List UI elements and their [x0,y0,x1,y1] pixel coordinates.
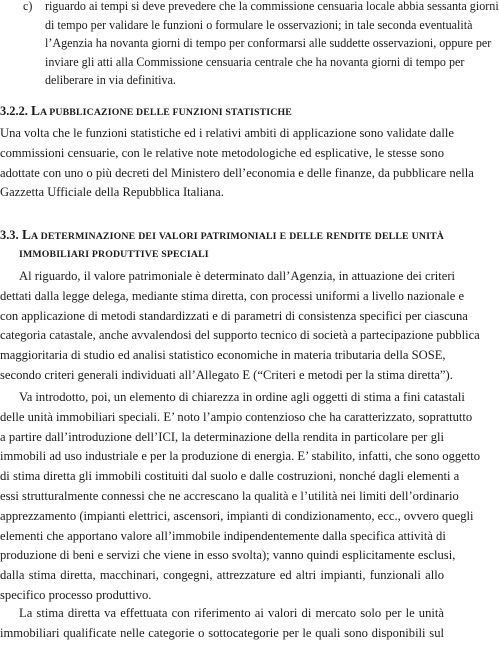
text-line: elementi che apportano valore all’immobile indipendentemente dalla specifica attività di [0,528,446,543]
text-line: maggioritaria di studio ed analisi statistico economiche in materia tributaria della SOSE, [0,348,446,363]
section-number: 3.2.2. [0,104,28,118]
text-line: Va introdotto, poi, un elemento di chiarezza in ordine agli oggetti di stima a fini catastali [19,390,465,404]
text-line: adottate con uno o più decreti del Ministero dell’economia e delle finanze, da pubblicare nella [0,165,474,180]
section-number: 3.3. [0,228,19,242]
text-line: con applicazione di metodi standardizzati e di parametri di consistenza specifici per ciascuna [0,308,468,323]
heading-title: A PUBBLICAZIONE DELLE FUNZIONI STATISTICHE [39,107,292,118]
list-item-label: c) [23,0,33,13]
text-line: secondo criteri generali individuati all’Allegato E (“Criteri e metodi per la stima diretta”). [0,367,453,382]
text-line: riguardo ai tempi si deve prevedere che la commissione censuaria locale abbia sessanta giorni [45,0,499,13]
text-line: dalla stima diretta, macchinari, congegni, attrezzature ed altri impianti, funzionali allo [0,568,444,583]
text-line: inviare gli atti alla Commissione censuaria centrale che ha novanta giorni di tempo per [45,54,465,69]
text-line: immobiliari qualificate nelle categorie o sottocategorie per le quali sono disponibili sul [0,625,444,640]
text-line: deliberare in via definitiva. [45,73,176,87]
text-line: commissioni censuarie, con le relative note metodologiche ed esplicative, le stesse sono [0,145,444,160]
paragraph-3-3-1 [0,267,480,386]
text-line: categoria catastale, anche avvalendosi del supporto tecnico di società a partecipazione pubblica [0,328,480,343]
text-line: di stima diretta gli immobili costituiti dal suolo e dalle costruzioni, nonché dagli elementi a [0,469,460,484]
paragraph-3-3-2 [0,388,481,606]
text-line: Una volta che le funzioni statistiche ed i relativi ambiti di applicazione sono validate dalle [0,126,454,140]
heading-title: IMMOBILIARI PRODUTTIVE SPECIALI [19,249,209,260]
text-line: apprezzamento (impianti elettrici, ascensori, impianti di condizionamento, ecc., ovvero quegli [0,508,474,523]
heading-initial: L [22,227,31,242]
section-heading-3-3-continued [19,245,209,264]
text-line: produzione di beni e servizi che viene in esso svolta); vanno quindi esplicitamente esclusi, [0,548,456,563]
heading-initial: L [31,103,40,118]
text-line: l’Agenzia ha novanta giorni di tempo per conformarsi alle suddette osservazioni, oppure per [45,36,492,50]
text-line: La stima diretta va effettuata con riferimento ai valori di mercato solo per le unità [19,606,444,620]
text-line: specifico processo produttivo. [0,587,152,602]
paragraph-3-2-2 [0,124,474,203]
text-line: Gazzetta Ufficiale della Repubblica Italiana. [0,185,224,200]
text-line: Al riguardo, il valore patrimoniale è determinato dall’Agenzia, in attuazione dei criteri [19,269,456,283]
paragraph-3-3-3 [0,604,444,644]
text-line: di tempo per validare le funzioni o formulare le osservazioni; in tale seconda eventualità [45,17,473,32]
list-item-text [45,0,499,90]
section-heading-3-3 [0,227,444,246]
section-heading-3-2-2 [0,103,292,122]
text-line: immobili ad uso industriale e per la produzione di energia. E’ stabilito, infatti, che sono oggetto [0,449,481,464]
text-line: delle unità immobiliari speciali. E’ noto l’ampio contenzioso che ha caratterizzato, soprattutto [0,409,473,424]
text-line: dettati dalla legge delega, mediante stima diretta, con processi uniformi a livello nazionale e [0,288,465,303]
heading-title: A DETERMINAZIONE DEI VALORI PATRIMONIALI E DELLE RENDITE DELLE UNITÀ [30,231,444,242]
text-line: essi strutturalmente connessi che ne accrescano la qualità e l’utilità nei limiti dell’ordinario [0,488,459,503]
text-line: a partire dall’introduzione dell’ICI, la determinazione della rendita in particolare per gli [0,429,444,444]
